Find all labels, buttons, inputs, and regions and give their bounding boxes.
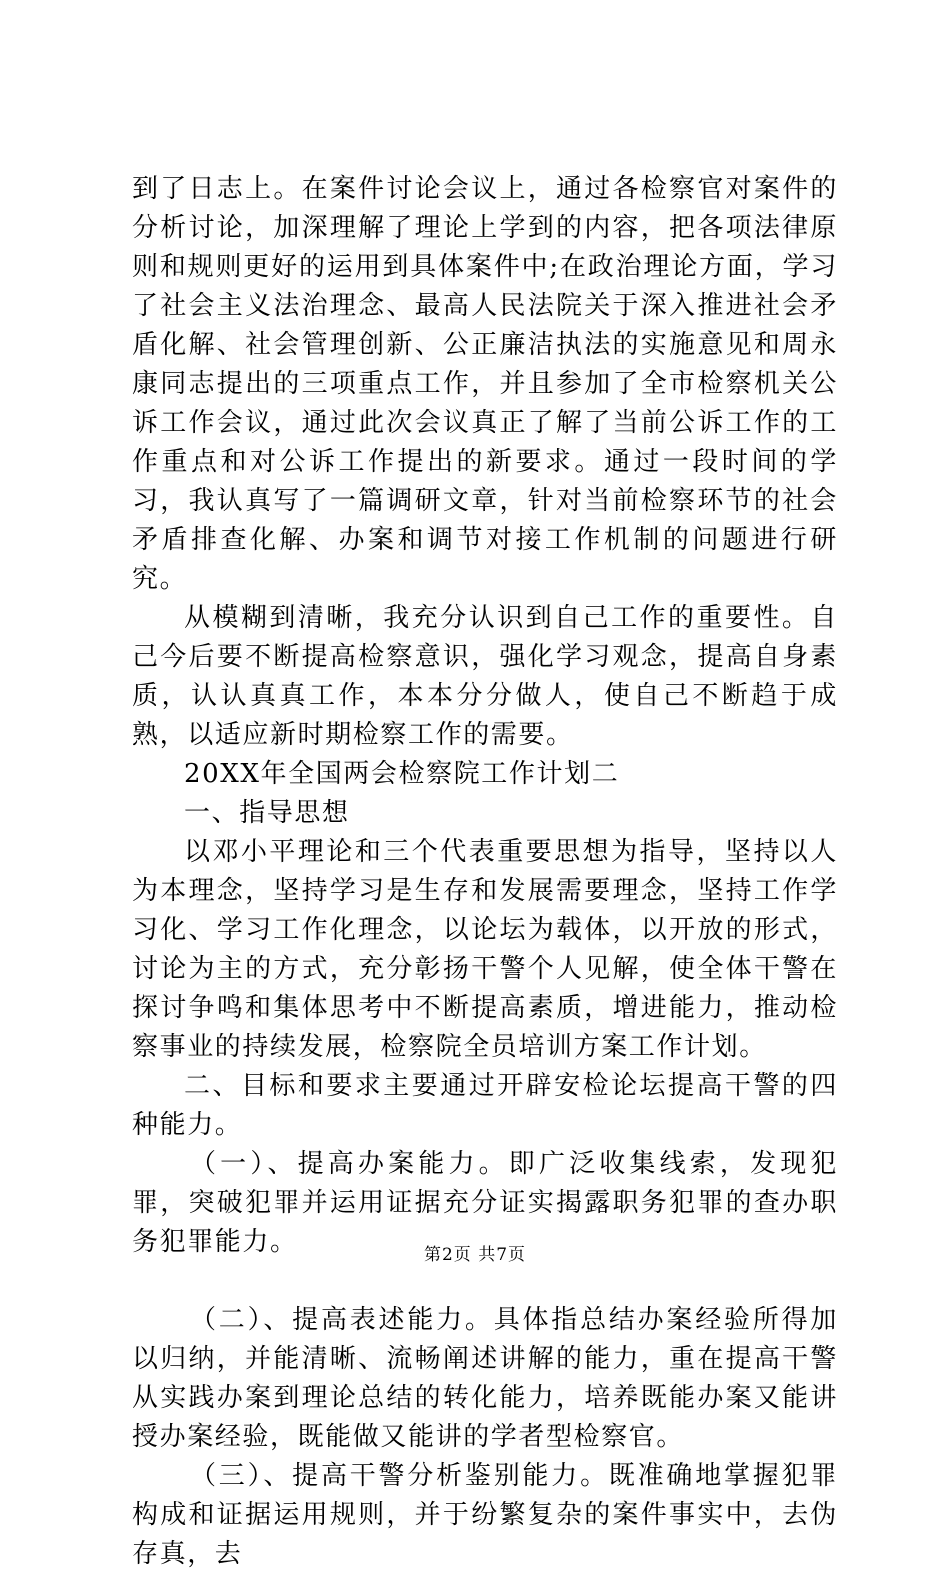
paragraph-guiding-ideology: 以邓小平理论和三个代表重要思想为指导，坚持以人为本理念，坚持学习是生存和发展需要理念，坚持工作学习化、学习工作化理念，以论坛为载体，以开放的形式，讨论为主的方式，充分彰扬干警个人见解，使全体干警在探讨争鸣和集体思考中不断提高素质，增进能力，推动检察事业的持续发展，检察院全员培训方案工作计划。 [132,837,838,1062]
page-footer: 第2页 共7页 [423,1245,527,1265]
section-title: 20XX年全国两会检察院工作计划二 [184,759,620,789]
document-body [132,170,838,1574]
heading-guiding-ideology: 一、指导思想 [184,798,350,828]
heading-goals: 二、目标和要求主要通过开辟安检论坛提高干警的四种能力。 [132,1071,838,1140]
paragraph-continuation: 到了日志上。在案件讨论会议上，通过各检察官对案件的分析讨论，加深理解了理论上学到的内容，把各项法律原则和规则更好的运用到具体案件中;在政治理论方面，学习了社会主义法治理念、最高人民法院关于深入推进社会矛盾化解、社会管理创新、公正廉洁执法的实施意见和周永康同志提出的三项重点工作，并且参加了全市检察机关公诉工作会议，通过此次会议真正了解了当前公诉工作的工作重点和对公诉工作提出的新要求。通过一段时间的学习，我认真写了一篇调研文章，针对当前检察环节的社会矛盾排查化解、办案和调节对接工作机制的问题进行研究。 [132,174,838,594]
paragraph-goal-2: （二）、提高表述能力。具体指总结办案经验所得加以归纳，并能清晰、流畅阐述讲解的能力，重在提高干警从实践办案到理论总结的转化能力，培养既能办案又能讲授办案经验，既能做又能讲的学者型检察官。 [132,1305,838,1452]
paragraph-goal-3: （三）、提高干警分析鉴别能力。既准确地掌握犯罪构成和证据运用规则，并于纷繁复杂的案件事实中，去伪存真，去 [132,1461,838,1569]
paragraph-conclusion: 从模糊到清晰，我充分认识到自己工作的重要性。自己今后要不断提高检察意识，强化学习观念，提高自身素质，认认真真工作，本本分分做人，使自己不断趋于成熟，以适应新时期检察工作的需要。 [132,603,838,750]
paragraph-goal-1: （一）、提高办案能力。即广泛收集线索，发现犯罪，突破犯罪并运用证据充分证实揭露职务犯罪的查办职务犯罪能力。 [132,1149,838,1257]
